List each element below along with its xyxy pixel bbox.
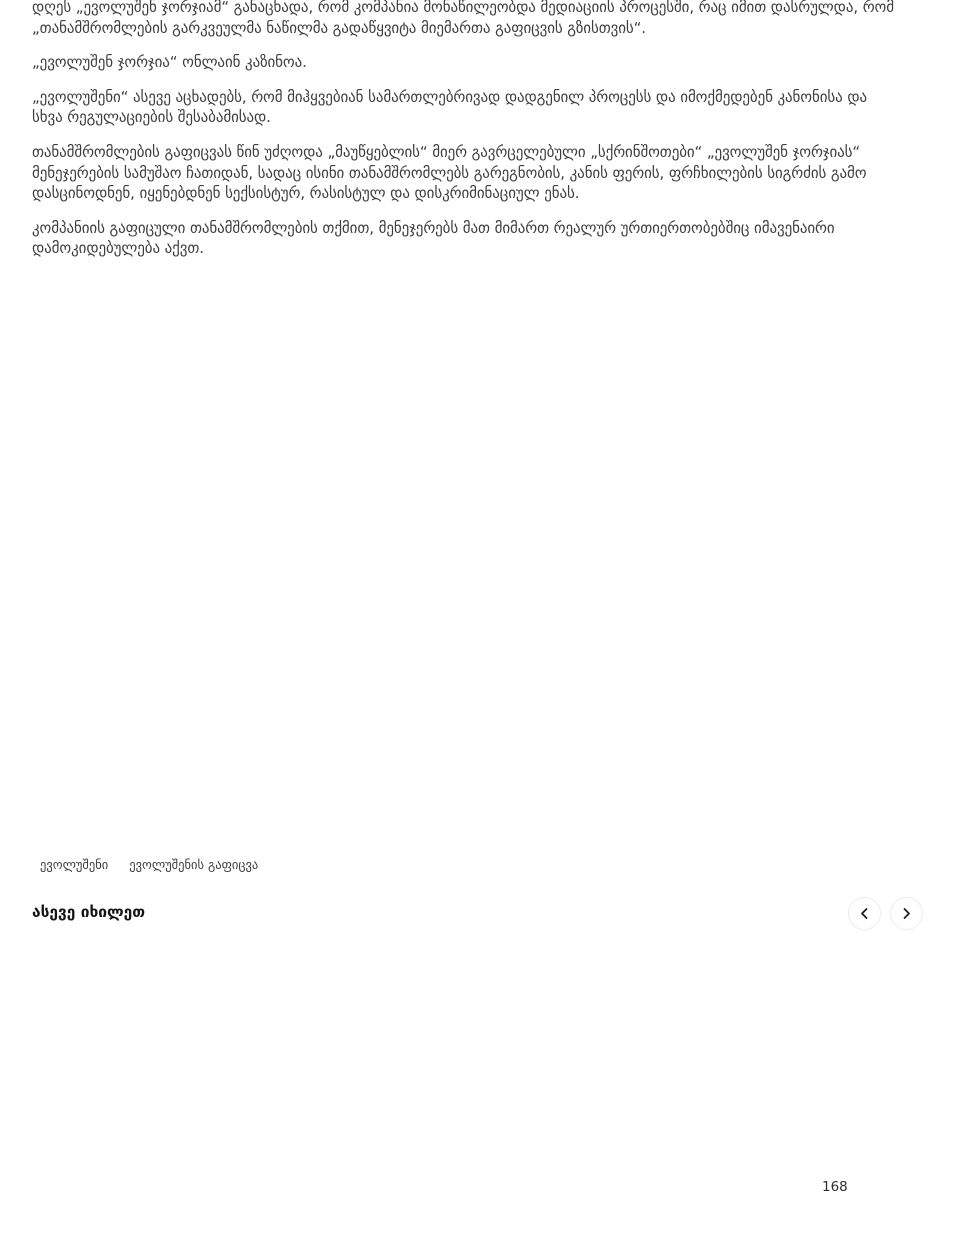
tag-link[interactable]: ევოლუშენის გაფიცვა bbox=[129, 857, 259, 872]
tag-link[interactable]: ევოლუშენი bbox=[40, 857, 109, 872]
chevron-right-icon bbox=[900, 907, 913, 920]
article-paragraph: დღეს „ევოლუშენ ჯორჯიამ“ განაცხადა, რომ კომპანია მონაწილეობდა მედიაციის პროცესში, რაც იმით დასრულდა, რომ „თანამშრომლების გარკვეულმა ნაწილმა გადაწყვიტა მიემართა გაფიცვის გზისთვის“. bbox=[32, 0, 894, 37]
see-also-heading: ასევე იხილეთ bbox=[32, 903, 146, 921]
carousel-prev-button[interactable] bbox=[848, 897, 881, 930]
carousel-next-button[interactable] bbox=[890, 897, 923, 930]
article-body bbox=[32, 0, 894, 273]
article-paragraph: „ევოლუშენი“ ასევე აცხადებს, რომ მიჰყვებიან სამართლებრივად დადგენილ პროცესს და იმოქმედებენ კანონისა და სხვა რეგულაციების შესაბამისად. bbox=[32, 87, 867, 127]
see-also-carousel-controls bbox=[848, 897, 923, 930]
chevron-left-icon bbox=[858, 907, 871, 920]
page-number: 168 bbox=[822, 1179, 848, 1195]
article-paragraph: „ევოლუშენ ჯორჯია“ ონლაინ კაზინოა. bbox=[32, 53, 307, 72]
article-paragraph: თანამშრომლების გაფიცვას წინ უძღოდა „მაუწყებლის“ მიერ გავრცელებული „სქრინშოთები“ „ევოლუშენ ჯორჯიას“ მენეჯერების სამუშაო ჩათიდან, სადაც ისინი თანამშრომლებს გარეგნობის, კანის ფერის, ფრჩხილების სიგრძის გამო დასცინოდნენ, იყენებდნენ სექსისტურ, რასისტულ და დისკრიმინაციულ ენას. bbox=[32, 142, 867, 203]
article-paragraph: კომპანიის გაფიცული თანამშრომლების თქმით, მენეჯერებს მათ მიმართ რეალურ ურთიერთობებშიც იმავენაირი დამოკიდებულება აქვთ. bbox=[32, 218, 835, 258]
tag-list bbox=[40, 857, 258, 872]
